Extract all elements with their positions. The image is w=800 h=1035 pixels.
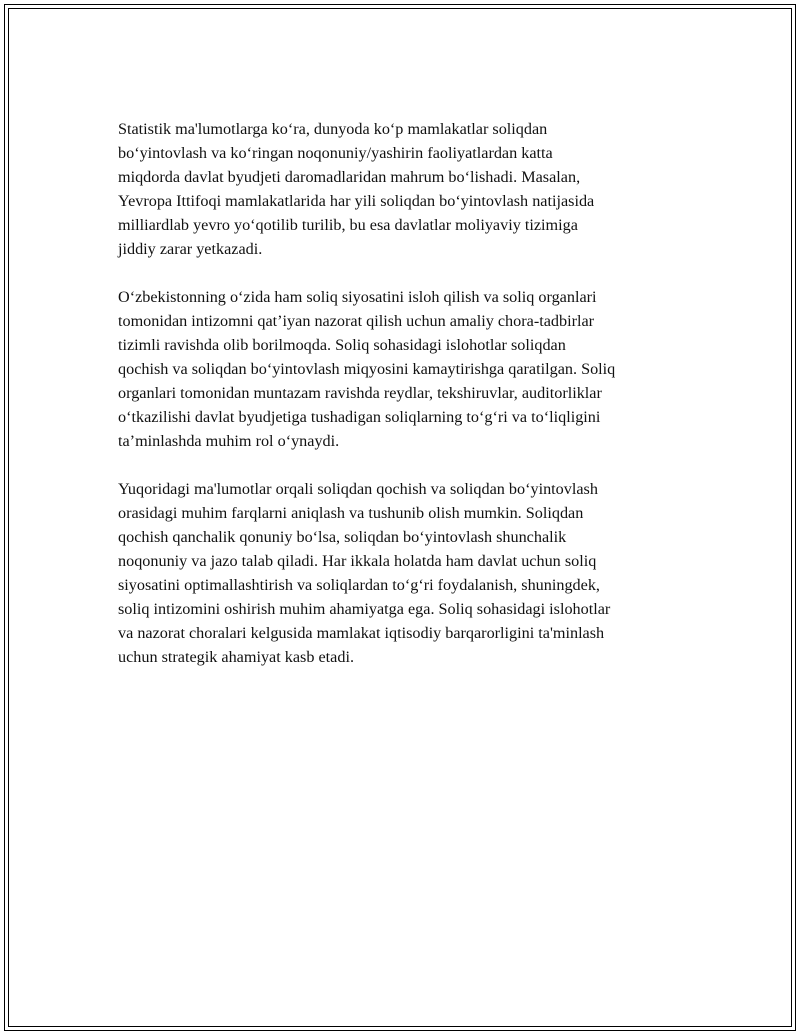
paragraph-2 — [118, 285, 696, 453]
paragraph-line: Yuqoridagi ma'lumotlar orqali soliqdan qochish va soliqdan bo‘yintovlash — [118, 480, 598, 498]
paragraph-line: tizimli ravishda olib borilmoqda. Soliq sohasidagi islohotlar soliqdan — [118, 336, 566, 354]
paragraph-line: jiddiy zarar yetkazadi. — [118, 240, 263, 258]
paragraph-line: ta’minlashda muhim rol o‘ynaydi. — [118, 432, 340, 450]
paragraph-line: va nazorat choralari kelgusida mamlakat iqtisodiy barqarorligini ta'minlash — [118, 624, 605, 642]
paragraph-line: qochish qanchalik qonuniy bo‘lsa, soliqdan bo‘yintovlash shunchalik — [118, 528, 567, 546]
paragraph-line: uchun strategik ahamiyat kasb etadi. — [118, 648, 354, 666]
document-body — [118, 117, 696, 693]
paragraph-1 — [118, 117, 696, 261]
paragraph-line: soliq intizomini oshirish muhim ahamiyatga ega. Soliq sohasidagi islohotlar — [118, 600, 611, 618]
paragraph-line: milliardlab yevro yo‘qotilib turilib, bu esa davlatlar moliyaviy tizimiga — [118, 216, 578, 234]
paragraph-3 — [118, 477, 696, 669]
paragraph-line: noqonuniy va jazo talab qiladi. Har ikkala holatda ham davlat uchun soliq — [118, 552, 597, 570]
paragraph-line: miqdorda davlat byudjeti daromadlaridan mahrum bo‘lishadi. Masalan, — [118, 168, 581, 186]
paragraph-line: tomonidan intizomni qat’iyan nazorat qilish uchun amaliy chora-tadbirlar — [118, 312, 595, 330]
paragraph-line: o‘tkazilishi davlat byudjetiga tushadigan soliqlarning to‘g‘ri va to‘liqligini — [118, 408, 601, 426]
paragraph-line: bo‘yintovlash va ko‘ringan noqonuniy/yashirin faoliyatlardan katta — [118, 144, 553, 162]
paragraph-line: Yevropa Ittifoqi mamlakatlarida har yili soliqdan bo‘yintovlash natijasida — [118, 192, 595, 210]
paragraph-line: Statistik ma'lumotlarga ko‘ra, dunyoda ko‘p mamlakatlar soliqdan — [118, 120, 548, 138]
paragraph-line: orasidagi muhim farqlarni aniqlash va tushunib olish mumkin. Soliqdan — [118, 504, 584, 522]
paragraph-line: organlari tomonidan muntazam ravishda reydlar, tekshiruvlar, auditorliklar — [118, 384, 602, 402]
paragraph-line: O‘zbekistonning o‘zida ham soliq siyosatini isloh qilish va soliq organlari — [118, 288, 597, 306]
paragraph-line: siyosatini optimallashtirish va soliqlardan to‘g‘ri foydalanish, shuningdek, — [118, 576, 600, 594]
paragraph-line: qochish va soliqdan bo‘yintovlash miqyosini kamaytirishga qaratilgan. Soliq — [118, 360, 616, 378]
